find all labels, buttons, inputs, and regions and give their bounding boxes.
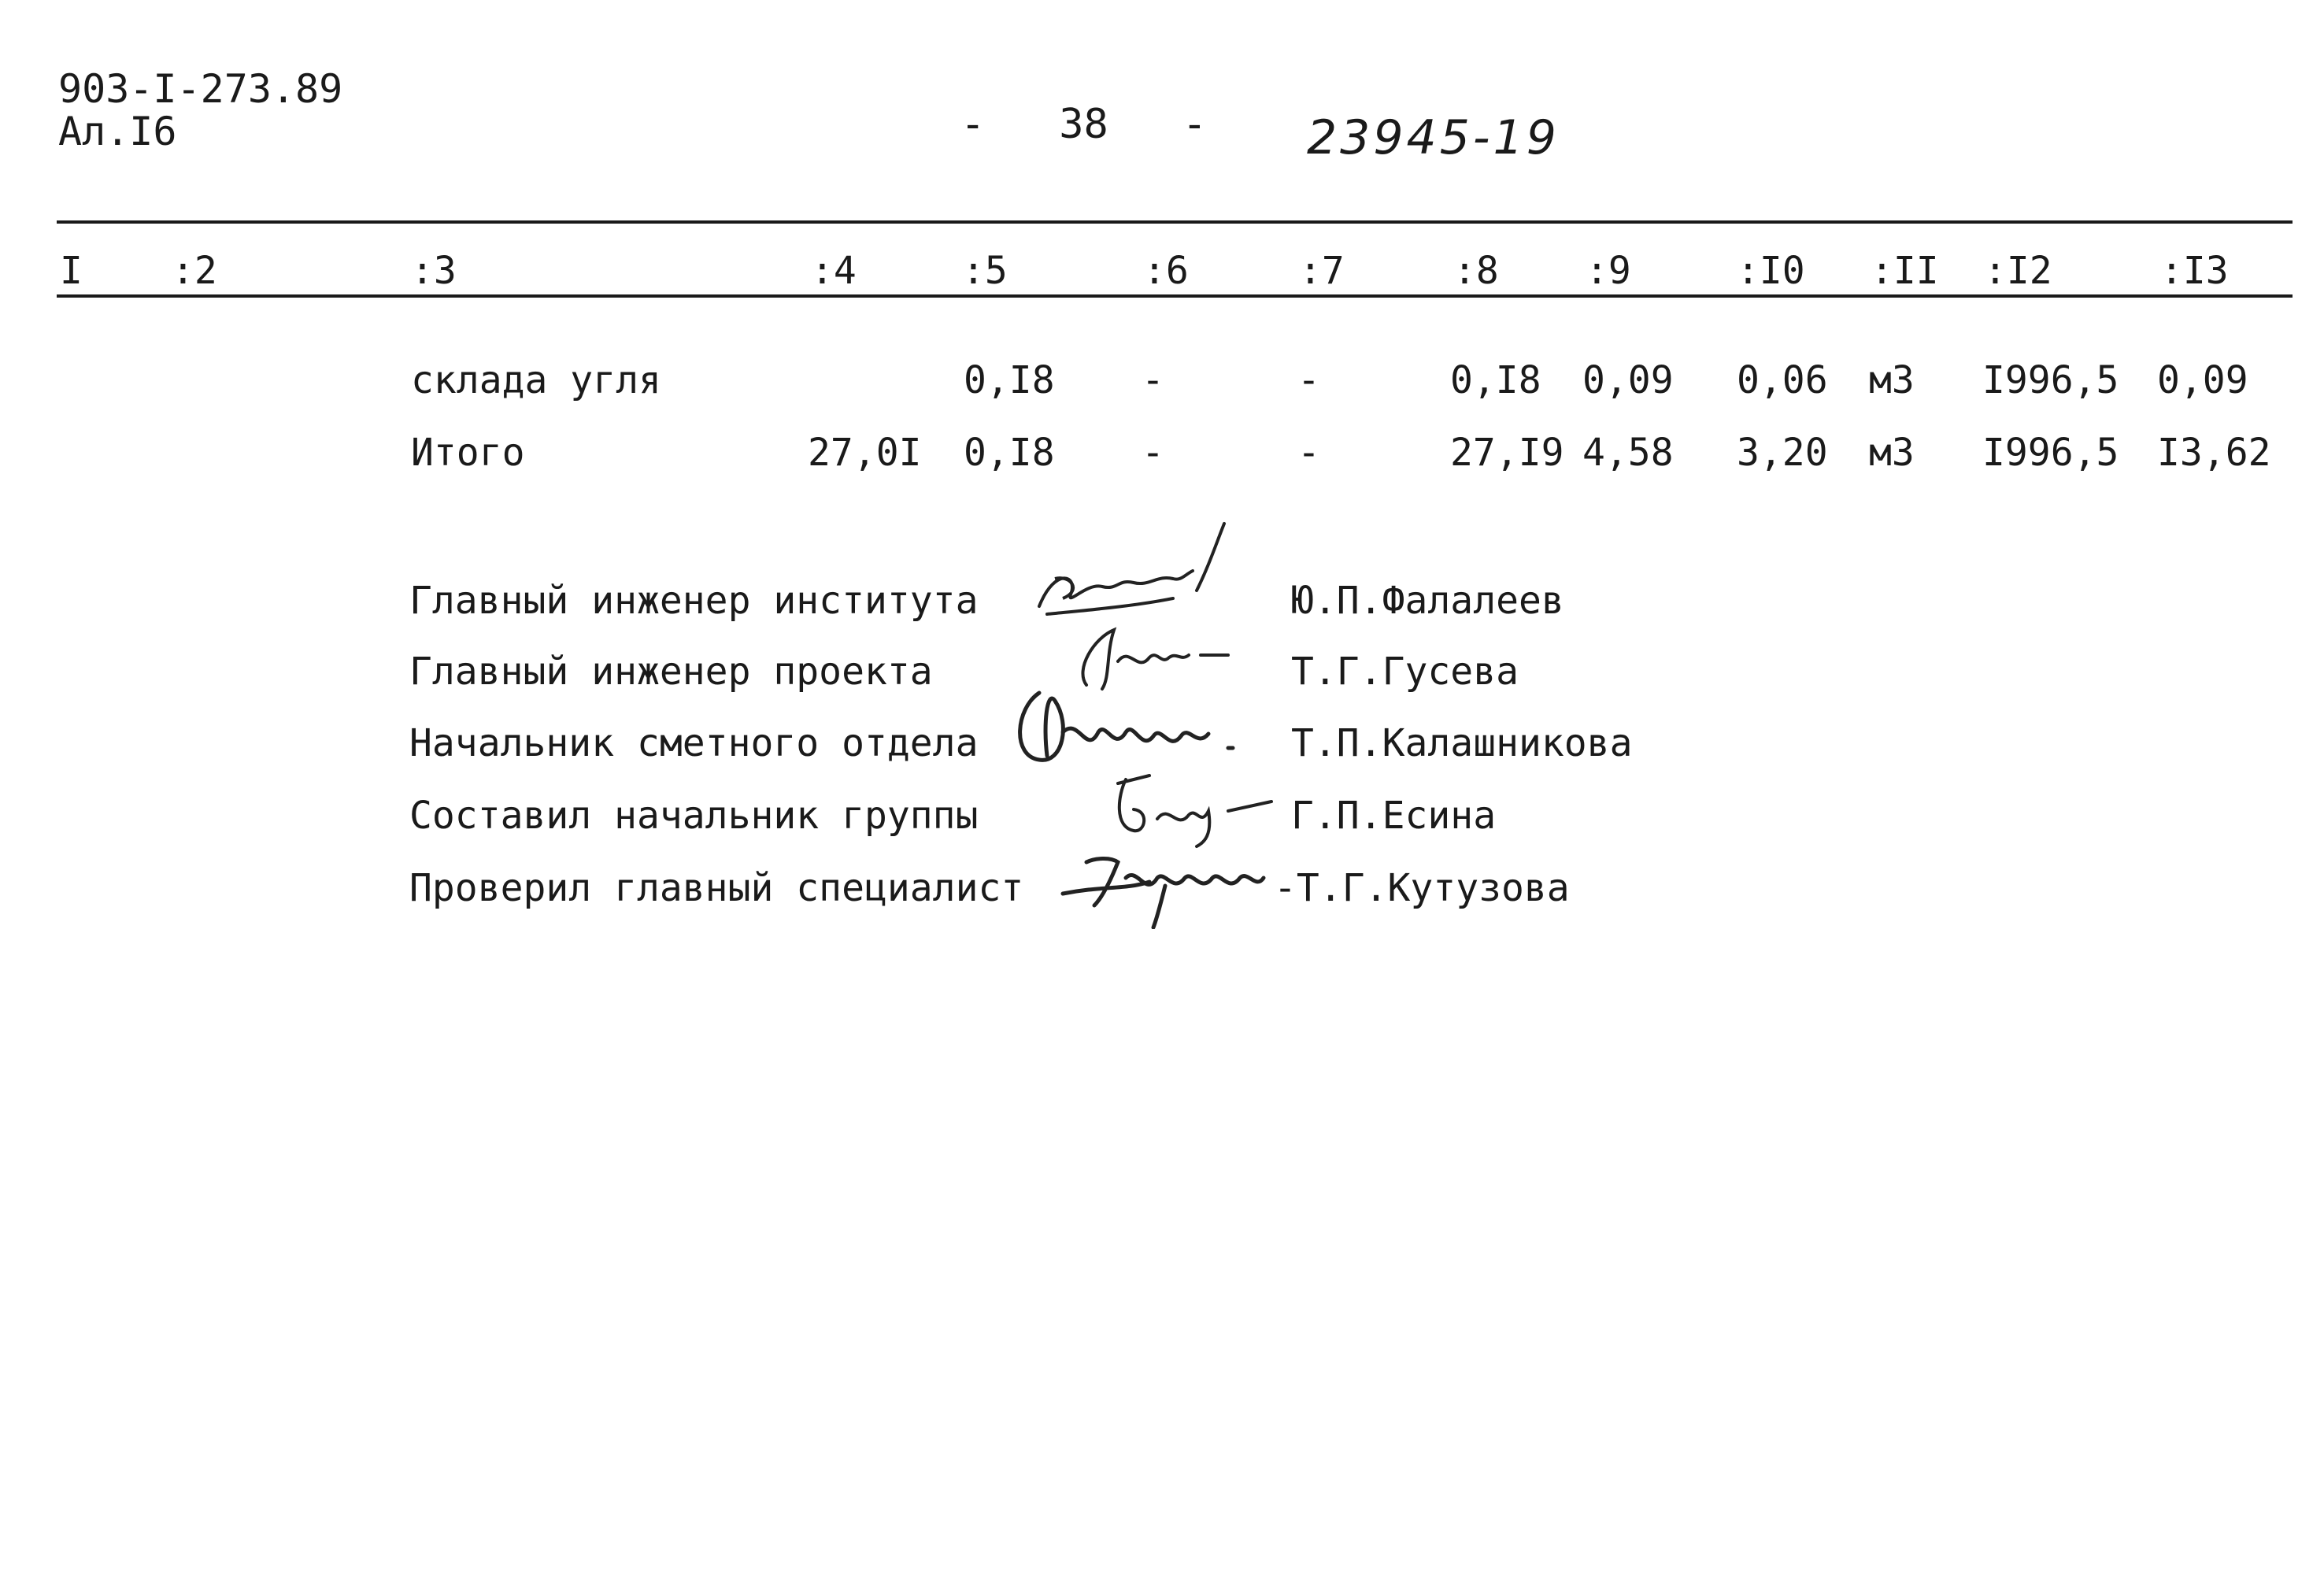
signature-name-chief-engineer-institute: Ю.П.Фалалеев: [1291, 579, 1564, 623]
column-header-9: :9: [1586, 249, 1631, 293]
column-header-6: :6: [1143, 249, 1189, 293]
cell-col8: 0,I8: [1450, 358, 1541, 402]
cell-col11: м3: [1869, 358, 1915, 402]
handwritten-signature-5: [1055, 835, 1283, 929]
signature-title-chief-engineer-project: Главный инженер проекта: [409, 650, 933, 694]
document-code-line1: 903-I-273.89: [58, 66, 343, 112]
column-header-13: :I3: [2160, 249, 2229, 293]
cell-col12: I996,5: [1982, 431, 2119, 475]
column-header-1: I: [60, 249, 83, 293]
document-code: [58, 68, 342, 153]
signature-title-checked-by: Проверил главный специалист: [409, 866, 1024, 910]
signature-name-checked-by: -Т.Г.Кутузова: [1274, 866, 1570, 910]
cell-col5: 0,I8: [964, 431, 1055, 475]
cell-col6: -: [1142, 358, 1164, 402]
column-header-4: :4: [811, 249, 857, 293]
cell-col7: -: [1297, 431, 1320, 475]
signature-name-chief-engineer-project: Т.Г.Гусева: [1291, 650, 1519, 694]
signature-name-compiled-by: Г.П.Есина: [1291, 794, 1497, 838]
cell-col10: 3,20: [1737, 431, 1828, 475]
column-header-7: :7: [1299, 249, 1345, 293]
column-header-11: :II: [1871, 249, 1939, 293]
cell-col7: -: [1297, 358, 1320, 402]
cell-col5: 0,I8: [964, 358, 1055, 402]
cell-col9: 0,09: [1582, 358, 1674, 402]
page-number: - 38 -: [960, 101, 1208, 148]
handwritten-number: 23945-19: [1307, 110, 1560, 165]
cell-col8: 27,I9: [1450, 431, 1564, 475]
cell-col10: 0,06: [1737, 358, 1828, 402]
signature-title-chief-engineer-institute: Главный инженер института: [409, 579, 979, 623]
table-header-rule: [57, 294, 2293, 298]
cell-col6: -: [1142, 431, 1164, 475]
cell-col11: м3: [1869, 431, 1915, 475]
cell-col9: 4,58: [1582, 431, 1674, 475]
column-header-2: :2: [172, 249, 217, 293]
column-header-3: :3: [411, 249, 457, 293]
column-header-5: :5: [962, 249, 1008, 293]
column-header-12: :I2: [1984, 249, 2052, 293]
column-header-8: :8: [1453, 249, 1499, 293]
cell-col12: I996,5: [1982, 358, 2119, 402]
cell-col4: 27,0I: [808, 431, 922, 475]
signature-title-estimate-head: Начальник сметного отдела: [409, 721, 979, 765]
column-header-10: :I0: [1737, 249, 1805, 293]
cell-name: склада угля: [411, 358, 661, 402]
signature-title-compiled-by: Составил начальник группы: [409, 794, 979, 838]
document-code-line2: Ал.I6: [58, 109, 177, 154]
cell-name: Итого: [411, 431, 525, 475]
cell-col13: 0,09: [2157, 358, 2248, 402]
signature-name-estimate-head: Т.П.Калашникова: [1291, 721, 1633, 765]
cell-col13: I3,62: [2157, 431, 2271, 475]
table-top-rule: [57, 220, 2293, 224]
